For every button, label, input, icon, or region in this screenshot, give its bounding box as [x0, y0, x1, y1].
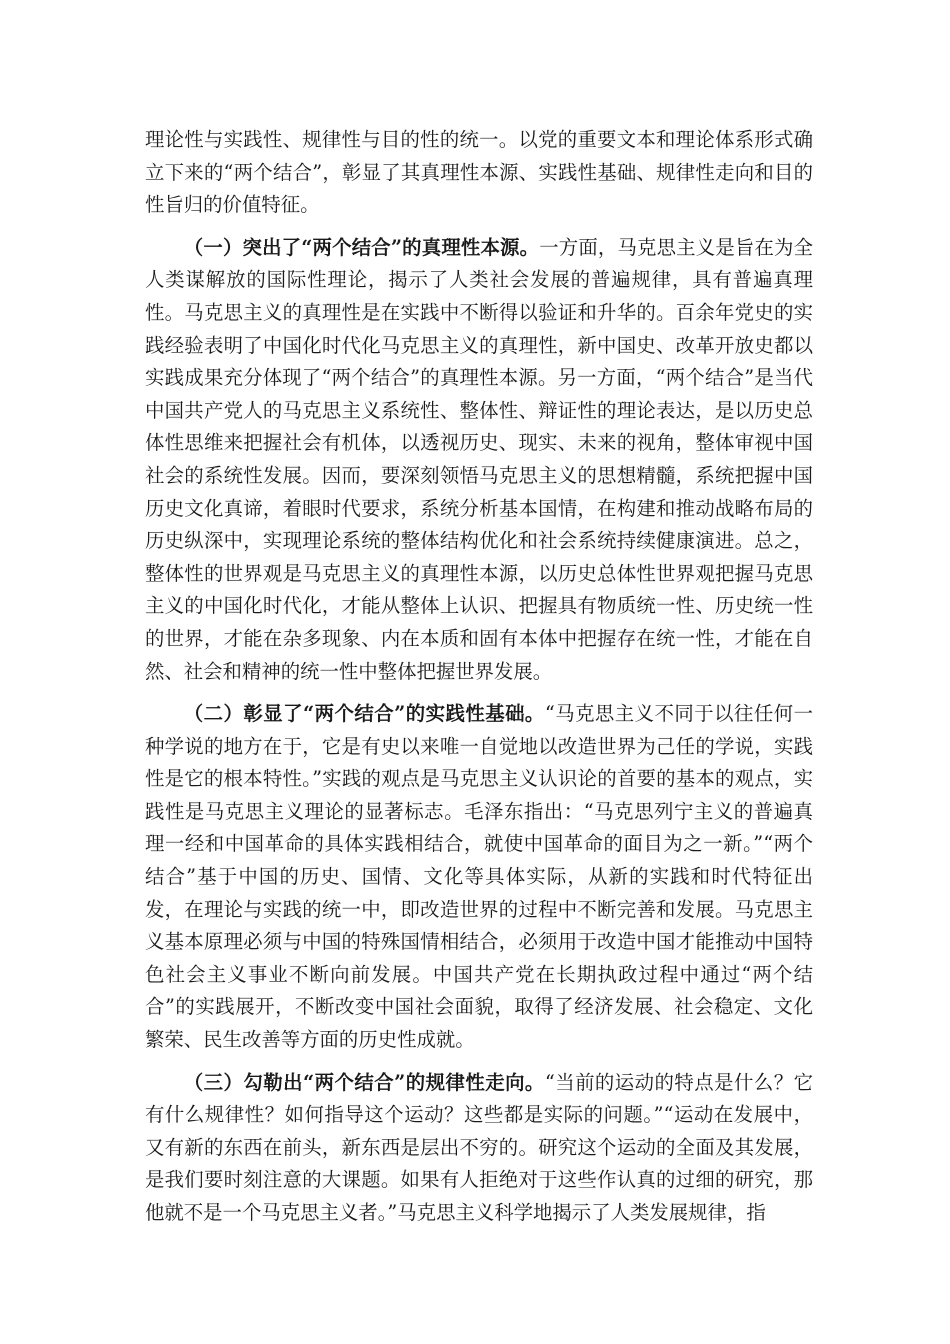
section-heading: （一）突出了“两个结合”的真理性本源。	[183, 235, 540, 259]
paragraph-text: 一方面，马克思主义是旨在为全人类谋解放的国际性理论，揭示了人类社会发展的普遍规律，具有普遍真理性。马克思主义的真理性是在实践中不断得以验证和升华的。百余年党史的实践经验表明了中国化时代化马克思主义的真理性，新中国史、改革开放史都以实践成果充分体现了“两个结合”的真理性本源。另一方面，“两个结合”是当代中国共产党人的马克思主义系统性、整体性、辩证性的理论表达，是以历史总体性思维来把握社会有机体，以透视历史、现实、未来的视角，整体审视中国社会的系统性发展。因而，要深刻领悟马克思主义的思想精髓，系统把握中国历史文化真谛，着眼时代要求，系统分析基本国情，在构建和推动战略布局的历史纵深中，实现理论系统的整体结构优化和社会系统持续健康演进。总之，整体性的世界观是马克思主义的真理性本源，以历史总体性世界观把握马克思主义的中国化时代化，才能从整体上认识、把握具有物质统一性、历史统一性的世界，才能在杂多现象、内在本质和固有本体中把握存在统一性，才能在自然、社会和精神的统一性中整体把握世界发展。	[145, 235, 814, 683]
paragraph-text: “马克思主义不同于以往任何一种学说的地方在于，它是有史以来唯一自觉地以改造世界为己任的学说，实践性是它的根本特性。”实践的观点是马克思主义认识论的首要的基本的观点，实践性是马克思主义理论的显著标志。毛泽东指出：“马克思列宁主义的普遍真理一经和中国革命的具体实践相结合，就使中国革命的面目为之一新。”“两个结合”基于中国的历史、国情、文化等具体实际，从新的实践和时代特征出发，在理论与实践的统一中，即改造世界的过程中不断完善和发展。马克思主义基本原理必须与中国的特殊国情相结合，必须用于改造中国才能推动中国特色社会主义事业不断向前发展。中国共产党在长期执政过程中通过“两个结合”的实践展开，不断改变中国社会面貌，取得了经济发展、社会稳定、文化繁荣、民生改善等方面的历史性成就。	[145, 702, 813, 1052]
section-heading: （二）彰显了“两个结合”的实践性基础。	[183, 702, 545, 726]
paragraph-section-3	[145, 1067, 813, 1230]
paragraph-intro	[145, 124, 813, 222]
paragraph-text: “当前的运动的特点是什么？它有什么规律性？如何指导这个运动？这些都是实际的问题。”“运动在发展中，又有新的东西在前头，新东西是层出不穷的。研究这个运动的全面及其发展，是我们要时刻注意的大课题。如果有人拒绝对于这些作认真的过细的研究，那他就不是一个马克思主义者。”马克思主义科学地揭示了人类发展规律，指	[145, 1070, 813, 1224]
paragraph-text: 理论性与实践性、规律性与目的性的统一。以党的重要文本和理论体系形式确立下来的“两个结合”，彰显了其真理性本源、实践性基础、规律性走向和目的性旨归的价值特征。	[145, 128, 813, 217]
paragraph-section-2	[145, 698, 813, 1057]
document-body	[145, 124, 813, 1230]
section-heading: （三）勾勒出“两个结合”的规律性走向。	[183, 1070, 545, 1094]
paragraph-section-1	[145, 232, 813, 688]
